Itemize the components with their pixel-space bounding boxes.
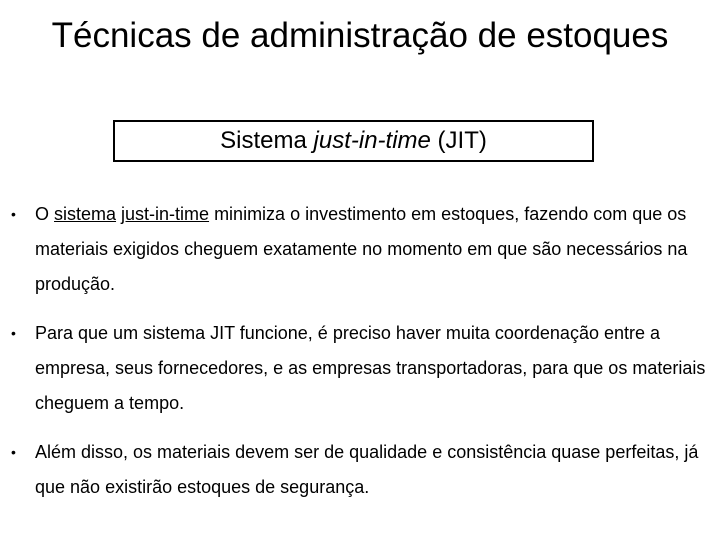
subtitle-suffix: (JIT) bbox=[430, 127, 487, 154]
subtitle-prefix: Sistema bbox=[220, 127, 314, 154]
sistema-link[interactable]: sistema bbox=[54, 204, 117, 224]
just-in-time-link[interactable]: just-in-time bbox=[121, 204, 210, 224]
bullet-icon: • bbox=[11, 325, 16, 341]
bullet-item-coordination bbox=[0, 316, 720, 421]
slide-title: Técnicas de administração de estoques bbox=[51, 16, 669, 55]
bullet-text: Para que um sistema JIT funcione, é preciso haver muita coordenação entre a empresa, seus fornecedores, e as empresas transportadoras, para que os materiais cheguem a tempo. bbox=[35, 323, 706, 413]
bullet-text: Além disso, os materiais devem ser de qualidade e consistência quase perfeitas, já que não existirão estoques de segurança. bbox=[35, 442, 699, 497]
subtitle-box bbox=[113, 120, 594, 162]
bullet-item-jit-definition bbox=[0, 197, 720, 302]
bullet-text-after: minimiza o investimento em estoques, fazendo com que os materiais exigidos cheguem exatamente no momento em que são necessários na produção. bbox=[35, 204, 688, 294]
bullet-icon: • bbox=[11, 206, 16, 222]
bullet-icon: • bbox=[11, 444, 16, 460]
subtitle-italic: just-in-time bbox=[313, 127, 431, 154]
bullet-text-before: O bbox=[35, 204, 55, 224]
bullet-item-quality bbox=[0, 435, 720, 505]
bullet-list bbox=[0, 197, 720, 505]
